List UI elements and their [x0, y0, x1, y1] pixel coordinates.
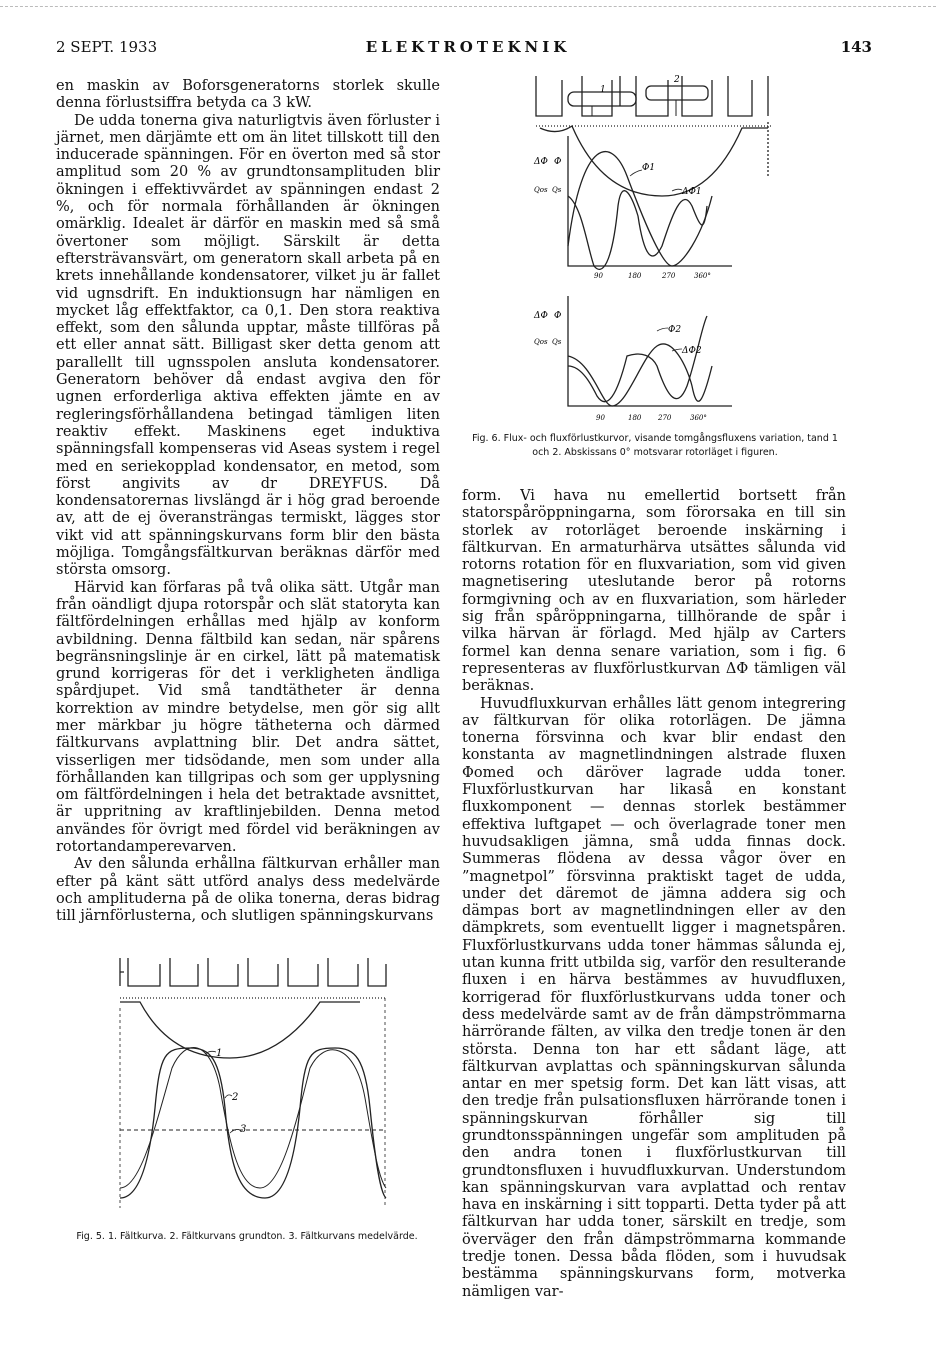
- flux-loss-curve-2: [568, 316, 707, 402]
- tooth-label-2: 2: [674, 75, 680, 85]
- axis-top: [568, 136, 732, 266]
- tick-360: 360°: [690, 414, 707, 422]
- tooth-label-1: 1: [600, 85, 606, 95]
- curve-label-phi1: Φ1: [642, 163, 656, 173]
- curve-label-2: 2: [232, 1092, 239, 1103]
- figure-6-caption: Fig. 6. Flux- och fluxförlustkurvor, visande tomgångsfluxens variation, tand 1 och 2. Abskissans 0° motsvarar rotorläget i figuren.: [472, 433, 838, 458]
- curve-label-delta-phi2: ΔΦ2: [682, 346, 702, 356]
- tick-270: 270: [662, 272, 676, 280]
- figure-5-caption: Fig. 5. 1. Fältkurva. 2. Fältkurvans grundton. 3. Fältkurvans medelvärde.: [76, 1231, 418, 1242]
- paragraph: en maskin av Boforsgeneratorns storlek skulle denna förlustsiffra betyda ca 3 kW.: [56, 78, 440, 112]
- field-fundamental-2: [120, 1048, 386, 1188]
- left-text-column: [56, 78, 440, 926]
- axis-label-qos: Qos: [534, 186, 548, 194]
- header-date: 2 SEPT. 1933: [56, 38, 158, 56]
- axis-label-qos: Qos: [534, 338, 548, 346]
- rotor-profile: [540, 126, 768, 196]
- stator-slots: [120, 958, 386, 986]
- header-page-number: 143: [840, 38, 872, 56]
- stator-teeth: [536, 76, 768, 116]
- header-journal-title: ELEKTROTEKNIK: [365, 38, 571, 56]
- tick-270: 270: [658, 414, 672, 422]
- curve-label-phi2: Φ2: [668, 325, 682, 335]
- axis-label-delta-phi: ΔΦ: [534, 311, 548, 321]
- tick-180: 180: [628, 414, 642, 422]
- axis-bottom: [568, 296, 732, 406]
- tick-360: 360°: [694, 272, 711, 280]
- paragraph: Härvid kan förfaras på två olika sätt. Utgår man från oändligt djupa rotorspår och slät statoryta kan fältfördelningen erhållas med hjälp av konform avbildning. Denna fältbild kan sedan, när spårens begränsningslinje är en cirkel, lätt på matematisk grund korrigeras för det i verkligheten ändliga spårdjupet. Vid små tandtätheter är denna korrektion av mindre betydelse, men gör sig allt mer märkbar ju högre tätheterna och därmed fältkurvans avplattning blir. Det andra sättet, visserligen mer tidsödande, men som under alla förhållanden kan tillgripas och som ger upplysning om fältfördelningen i hela det betraktade avsnittet, är uppritning av kraftlinjebilden. Denna metod användes för övrigt med fördel vid beräkningen av rotortandamperevarven.: [56, 579, 440, 856]
- axis-label-phi: Φ: [554, 157, 562, 167]
- paragraph: Av den sålunda erhållna fältkurvan erhåller man efter på känt sätt utförd analys dess medelvärde och amplituderna på de olika tonerna, deras bidrag till järnförlusterna, och slutligen spänningskurvans: [56, 856, 440, 925]
- tick-90: 90: [594, 272, 603, 280]
- field-curve-1: [120, 1048, 386, 1198]
- curve-label-3: 3: [240, 1124, 247, 1135]
- paragraph: form. Vi hava nu emellertid bortsett från statorspåröppningarna, som förorsaka en till sin storlek av rotorläget beroende inskärning i fältkurvan. En armaturhärva utsättes sålunda vid rotorns rotation för en fluxvariation, som vid given magnetisering uteslutande beror på rotorns formgivning och av en fluxvariation, som härleder sig från spåröppningarna, tillhörande de spår i vilka härvan är förlagd. Med hjälp av Carters formel kan denna senare variation, som i fig. 6 representeras av fluxförlustkurvan ΔΦ tämligen väl beräknas.: [462, 488, 846, 695]
- figure-5: [110, 958, 410, 1228]
- right-text-column: [462, 488, 846, 1301]
- rotor-profile: [120, 1002, 360, 1058]
- figure-6: [532, 66, 782, 432]
- curve-label-delta-phi1: ΔΦ1: [682, 187, 702, 197]
- axis-label-qs: Qs: [552, 186, 562, 194]
- axis-label-phi: Φ: [554, 311, 562, 321]
- axis-label-qs: Qs: [552, 338, 562, 346]
- curve-label-1: 1: [216, 1048, 223, 1059]
- axis-label-delta-phi: ΔΦ: [534, 157, 548, 167]
- rotor-pole-2: [646, 86, 708, 100]
- paragraph: De udda tonerna giva naturligtvis även förluster i järnet, men därjämte ett om än litet tillskott till den inducerade spänningen. För en överton med så stor amplitud som 20 % av grundtonsamplituden blir ökningen i effektivvärdet av spänningen endast 2 %, och för normala förhållanden är ökningen omärklig. Idealet är därför en maskin med så små övertoner som möjligt. Särskilt är detta eftersträvansvärt, om generatorn skall arbeta på en krets innehållande kondensatorer, vilket ju är fallet vid ugnsdrift. En induktionsugn har nämligen en mycket låg effektfaktor, ca 0,1. Den stora reaktiva effekt, som den sålunda upptar, måste tillföras på ett eller annat sätt. Billigast sker detta genom att parallellt till ugnsspolen ansluta kondensatorer. Generatorn behöver då endast avgiva den för ugnen erforderliga aktiva effekten jämte en av regleringsförhållandena betingad tämligen liten reaktiv effekt. Maskinens eget induktiva spänningsfall kompenseras vid Aseas system i regel med en seriekopplad kondensator, en metod, som först angivits av dr DREYFUS. Då kondensatorernas livslängd är i hög grad beroende av, att de ej överansträngas termiskt, lägges stor vikt vid att spänningskurvans form blir den bästa möjliga. Tomgångsfältkurvan beräknas därför med största omsorg.: [56, 112, 440, 579]
- tick-90: 90: [596, 414, 605, 422]
- top-dashed-border: [0, 6, 936, 7]
- paragraph: Huvudfluxkurvan erhålles lätt genom integrering av fältkurvan för olika rotorlägen. De jämna tonerna försvinna och kvar blir endast den konstanta av magnetlindningen alstrade fluxen Φomed och däröver lagrade udda toner. Fluxförlustkurvan har likaså en konstant fluxkomponent — dennas storlek bestämmer effektiva luftgapet — och överlagrade toner men huvudsakligen jämna, små udda finnas dock. Summeras flödena av dessa vågor över en ”magnetpol” försvinna praktiskt taget de udda, under det däremot de jämna addera sig och dämpas bort av magnetlindningen eller av den dämpkrets, som eventuellt ligger i magnetspåren. Fluxförlustkurvans udda toner hämmas sålunda ej, utan kunna fritt utbilda sig, varför den resulterande fluxen i en härva bestämmes av huvudfluxen, korrigerad för fluxförlustkurvans udda toner och dess medelvärde samt av de från dämpströmmarna härrörande fälten, av vilka den tredje tonen är den största. Denna ton har ett sådant läge, att fältkurvan avplattas och spänningskurvan sålunda antar en mer spetsig form. Det kan lätt visas, att den tredje från pulsationsfluxen härrörande tonen i spänningskurvan förhåller sig till grundtonsspänningen ungefär som amplituden på den andra tonen i fluxförlustkurvan till grundtonsfluxen i huvudfluxkurvan. Understundom kan spänningskurvan vara avplattad och rentav hava en inskärning i sitt topparti. Detta tyder på att fältkurvan har udda toner, särskilt en tredje, som överväger den från dämpströmmarna kommande tredje tonen. Dessa båda flöden, som i huvudsak bestämma spänningskurvans form, motverka nämligen var-: [462, 695, 846, 1300]
- tick-180: 180: [628, 272, 642, 280]
